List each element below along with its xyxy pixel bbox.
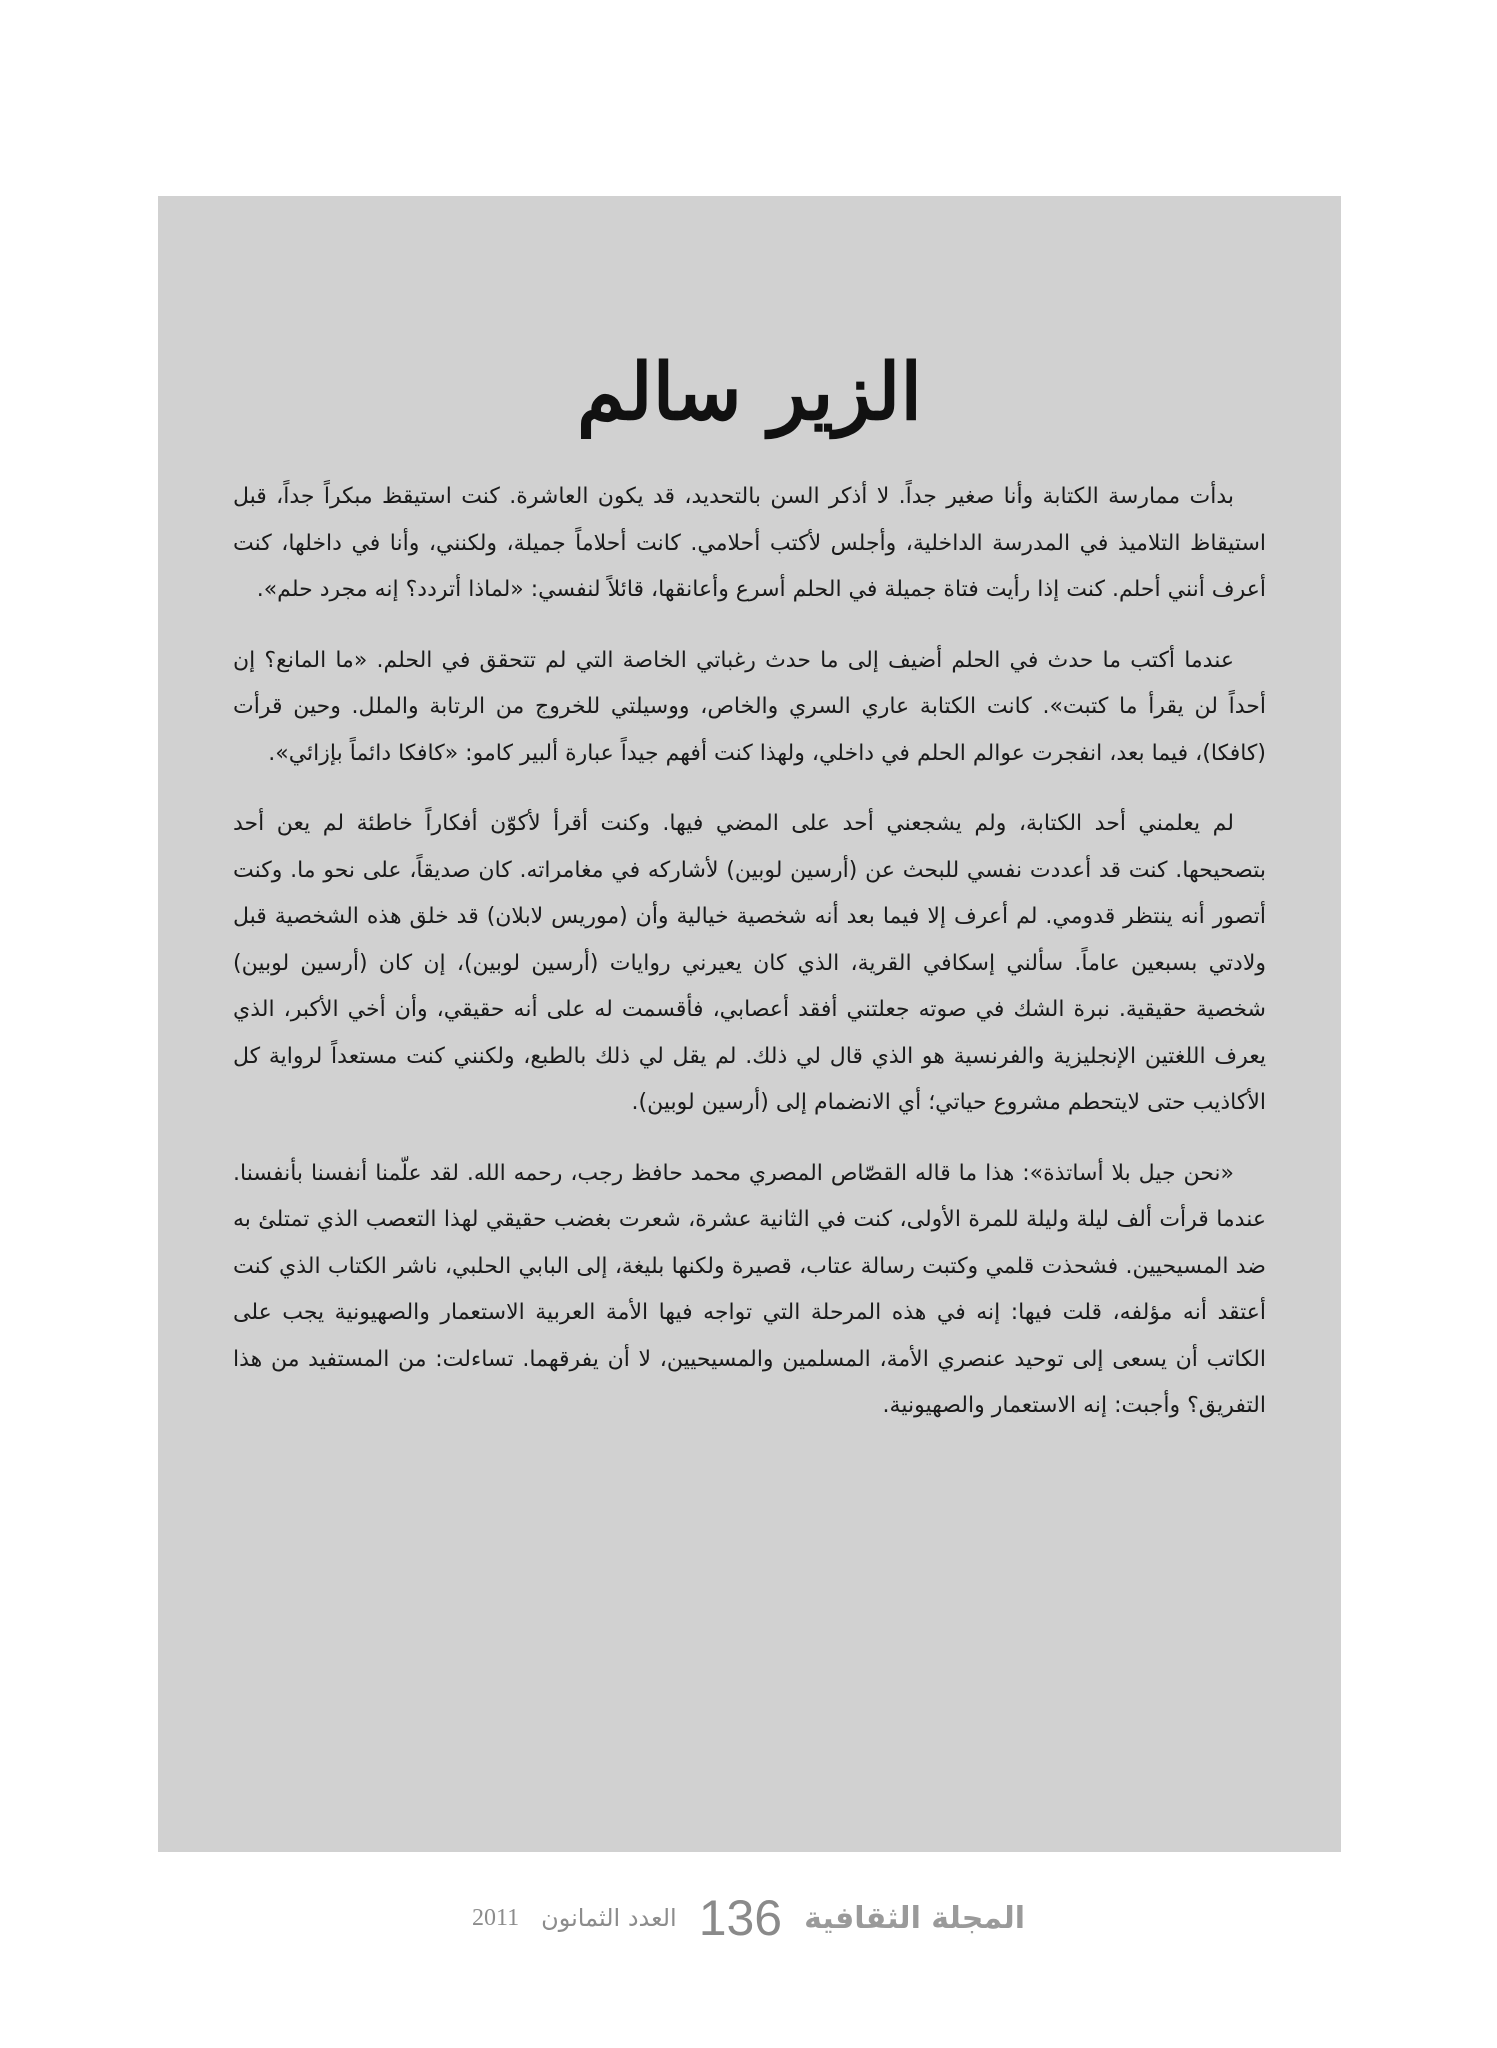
page-number: 136 xyxy=(698,1890,783,1946)
issue-label: العدد الثمانون xyxy=(541,1904,677,1932)
paragraph-3: لم يعلمني أحد الكتابة، ولم يشجعني أحد على المضي فيها. وكنت أقرأ لأكوّن أفكاراً خاطئة لم يعن أحد بتصحيحها. كنت قد أعددت نفسي للبحث عن (أرسين لوبين) لأشاركه في مغامراته. كان صديقاً، على نحو ما. وكنت أتصور أنه ينتظر قدومي. لم أعرف إلا فيما بعد أنه شخصية خيالية وأن (موريس لابلان) قد خلق هذه الشخصية قبل ولادتي بسبعين عاماً. سألني إسكافي القرية، الذي كان يعيرني روايات (أرسين لوبين)، إن كان (أرسين لوبين) شخصية حقيقية. نبرة الشك في صوته جعلتني أفقد أعصابي، فأقسمت له على أنه حقيقي، وأن أخي الأكبر، الذي يعرف اللغتين الإنجليزية والفرنسية هو الذي قال لي ذلك. لم يقل لي ذلك بالطبع، ولكنني كنت مستعداً لرواية كل الأكاذيب حتى لايتحطم مشروع حياتي؛ أي الانضمام إلى (أرسين لوبين). xyxy=(233,811,1266,1115)
paragraph-4: «نحن جيل بلا أساتذة»: هذا ما قاله القصّاص المصري محمد حافظ رجب، رحمه الله. لقد علّمنا أنفسنا بأنفسنا. عندما قرأت ألف ليلة وليلة للمرة الأولى، كنت في الثانية عشرة، شعرت بغضب حقيقي لهذا التعصب الذي تمتلئ به ضد المسيحيين. فشحذت قلمي وكتبت رسالة عتاب، قصيرة ولكنها بليغة، إلى البابي الحلبي، ناشر الكتاب الذي كنت أعتقد أنه مؤلفه، قلت فيها: إنه في هذه المرحلة التي تواجه فيها الأمة العربية الاستعمار والصهيونية يجب على الكاتب أن يسعى إلى توحيد عنصري الأمة، المسلمين والمسيحيين، لا أن يفرقهما. تساءلت: من المستفيد من هذا التفريق؟ وأجبت: إنه الاستعمار والصهيونية. xyxy=(233,1160,1266,1418)
article-panel xyxy=(158,196,1341,1852)
article-title: الزير سالم xyxy=(576,347,923,439)
issue-year: 2011 xyxy=(471,1904,520,1931)
magazine-name: المجلة الثقافية xyxy=(804,1900,1026,1936)
page-footer xyxy=(0,1888,1497,1948)
paragraph-2: عندما أكتب ما حدث في الحلم أضيف إلى ما حدث رغباتي الخاصة التي لم تتحقق في الحلم. «ما المانع؟ إن أحداً لن يقرأ ما كتبت». كانت الكتابة عاري السري والخاص، ووسيلتي للخروج من الرتابة والملل. وحين قرأت (كافكا)، فيما بعد، انفجرت عوالم الحلم في داخلي، ولهذا كنت أفهم جيداً عبارة ألبير كامو: «كافكا دائماً بإزائي». xyxy=(233,647,1266,766)
paragraph-1: بدأت ممارسة الكتابة وأنا صغير جداً. لا أذكر السن بالتحديد، قد يكون العاشرة. كنت استيقظ مبكراً جداً، قبل استيقاظ التلاميذ في المدرسة الداخلية، وأجلس لأكتب أحلامي. كانت أحلاماً جميلة، ولكنني، وأنا في داخلها، كنت أعرف أنني أحلم. كنت إذا رأيت فتاة جميلة في الحلم أسرع وأعانقها، قائلاً لنفسي: «لماذا أتردد؟ إنه مجرد حلم». xyxy=(233,484,1266,602)
article-body xyxy=(233,474,1266,1430)
